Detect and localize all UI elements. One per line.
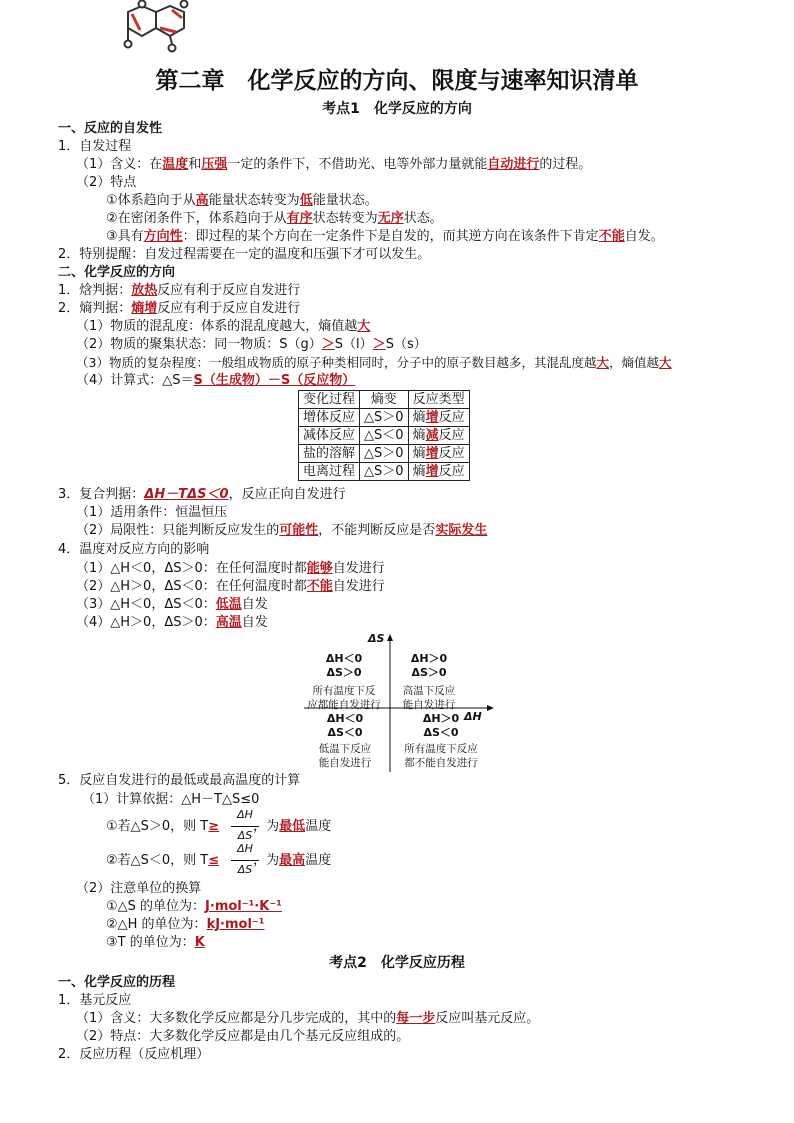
table-cell: △S＞0 [360, 445, 409, 463]
text: ②在密闭条件下，体系趋向于从 [106, 211, 287, 226]
quadrant-diagram [300, 630, 500, 772]
text-line: （2）注意单位的换算 [76, 881, 202, 896]
keyword: 压强 [201, 157, 228, 172]
fraction-denominator: ΔS [237, 863, 253, 876]
text: 1．焓判据： [58, 283, 132, 298]
text: 自发 [241, 597, 268, 612]
keyword: 低 [299, 193, 313, 208]
heading-reaction-mechanism: 一、化学反应的历程 [58, 975, 176, 990]
keyword: 大 [596, 355, 609, 370]
text-line [76, 354, 672, 372]
keyword: 温度 [162, 157, 189, 172]
text: ③具有 [106, 229, 144, 244]
text-line [58, 300, 300, 318]
text: 一定的条件下，不借助光、电等外部力量就能 [227, 157, 488, 172]
text-line: （2）特点 [76, 175, 137, 190]
text-line [76, 560, 385, 578]
text-line: 2．反应历程（反应机理） [58, 1047, 210, 1062]
text-line: 1．自发过程 [58, 139, 132, 154]
text: （3）物质的复杂程度：一般组成物质的原子种类相同时，分子中的原子数目越多，其混乱度越 [76, 355, 597, 370]
text: 熵 [412, 428, 426, 443]
keyword: 熵增 [131, 301, 158, 316]
text: （1）含义：在 [76, 157, 163, 172]
keyword: ΔH－TΔS＜0 [144, 487, 229, 502]
text: 2．熵判据： [58, 301, 132, 316]
keyword: 增 [425, 410, 439, 425]
text-line [106, 916, 264, 934]
fraction-numerator: ΔH [237, 842, 253, 855]
text: 反应 [438, 464, 465, 479]
table-row [299, 409, 470, 427]
fraction-bar [231, 826, 259, 827]
page-title: 第二章 化学反应的方向、限度与速率知识清单 [155, 68, 639, 94]
quadrant-text: 能自发进行 [402, 699, 456, 711]
keyword: 自动进行 [487, 157, 540, 172]
quadrant-text: ΔH＞0 [410, 652, 448, 665]
text: S（l） [334, 337, 373, 352]
text: 反应叫基元反应。 [435, 1011, 540, 1026]
keyword: 增 [425, 464, 439, 479]
quadrant-text: 都不能自发进行 [404, 757, 478, 769]
text: ②△H 的单位为： [106, 917, 207, 932]
text: 自发进行 [332, 561, 385, 576]
keyword: 大 [659, 355, 672, 370]
text-line [76, 522, 487, 540]
text: （4）计算式：△S＝ [76, 373, 194, 388]
entropy-table [298, 390, 470, 481]
text: 能量状态。 [312, 193, 378, 208]
text-line [106, 210, 443, 228]
quadrant-lower-left [310, 712, 380, 770]
keyword: kJ·mol⁻¹ [206, 917, 265, 932]
text: ①若△S＞0，则 T [106, 819, 209, 834]
text: ②若△S＜0，则 T [106, 853, 209, 868]
quadrant-text: ΔH＜0 [326, 712, 364, 725]
table-cell: △S＜0 [360, 427, 409, 445]
text: 熵 [412, 410, 426, 425]
keyword: 能够 [306, 561, 333, 576]
text: ，熵值越 [608, 355, 659, 370]
text: ，为 [253, 853, 280, 868]
text-line [76, 156, 591, 174]
quadrant-text: ΔS＜0 [327, 726, 363, 739]
text-line [106, 898, 282, 916]
text: （2）局限性：只能判断反应发生的 [76, 523, 280, 538]
text: 自发进行 [332, 579, 385, 594]
fraction-bar [231, 860, 259, 861]
text-line [76, 336, 427, 354]
quadrant-text: ΔH＜0 [325, 652, 363, 665]
text: （3）△H＜0，ΔS＜0： [76, 597, 216, 612]
quadrant-text: 能自发进行 [318, 757, 372, 769]
quadrant-lower-right [394, 712, 488, 770]
table-cell: 减体反应 [299, 427, 360, 445]
text: （1）含义：大多数化学反应都是分几步完成的，其中的 [76, 1011, 397, 1026]
table-row [299, 463, 470, 481]
text: （2）△H＞0，ΔS＜0：在任何温度时都 [76, 579, 307, 594]
keyword: 无序 [377, 211, 404, 226]
keyword: ≤ [208, 853, 220, 868]
text: ①△S 的单位为： [106, 899, 206, 914]
text: （1）△H＜0，ΔS＞0：在任何温度时都 [76, 561, 307, 576]
quadrant-text: 所有温度下反应 [404, 743, 478, 755]
text: 状态。 [403, 211, 443, 226]
quadrant-text: ΔH＞0 [422, 712, 460, 725]
keyword: 实际发生 [435, 523, 488, 538]
text: （4）△H＞0，ΔS＞0： [76, 615, 216, 630]
keyword: 低温 [215, 597, 242, 612]
table-cell [408, 463, 469, 481]
keyword: 大 [357, 319, 371, 334]
text-line: （2）特点：大多数化学反应都是由几个基元反应组成的。 [76, 1029, 410, 1044]
text: 反应有利于反应自发进行 [157, 301, 301, 316]
quadrant-upper-right [394, 652, 464, 712]
heading-spontaneity: 一、反应的自发性 [58, 121, 163, 136]
keyword: 最高 [279, 853, 306, 868]
keyword: 可能性 [279, 523, 319, 538]
text: 反应 [438, 410, 465, 425]
keyword: ＞ [372, 337, 386, 352]
text: 温度 [305, 853, 332, 868]
table-header: 变化过程 [299, 391, 360, 409]
text: ，为 [253, 819, 280, 834]
keyword: 不能 [306, 579, 333, 594]
keyword: 方向性 [143, 229, 183, 244]
text-line: 5．反应自发进行的最低或最高温度的计算 [58, 773, 301, 788]
text: 反应 [438, 446, 465, 461]
text: 状态转变为 [312, 211, 378, 226]
section-heading-kaodian2: 考点2 化学反应历程 [329, 955, 465, 971]
keyword: 不能 [598, 229, 625, 244]
keyword: J·mol⁻¹·K⁻¹ [205, 899, 282, 914]
keyword: K [194, 935, 205, 950]
quadrant-upper-left [302, 652, 386, 712]
text-line [58, 282, 300, 300]
fraction-numerator: ΔH [237, 808, 253, 821]
text: （2）物质的聚集状态：同一物质：S（g） [76, 337, 322, 352]
text-line [76, 614, 268, 632]
table-cell: △S＞0 [360, 409, 409, 427]
text: 自发 [241, 615, 268, 630]
fraction-denominator: ΔS [237, 829, 253, 842]
quadrant-text: ΔS＜0 [423, 726, 459, 739]
quadrant-text: 应都能自发进行 [307, 699, 381, 711]
keyword: ＞ [321, 337, 335, 352]
text: 的过程。 [539, 157, 592, 172]
text: 能量状态转变为 [208, 193, 300, 208]
quadrant-text: 高温下反应 [402, 685, 456, 697]
table-cell: △S＞0 [360, 463, 409, 481]
table-row [299, 427, 470, 445]
text: 和 [188, 157, 202, 172]
text-line [76, 318, 370, 336]
keyword: 高温 [215, 615, 242, 630]
text: 熵 [412, 464, 426, 479]
table-cell [408, 427, 469, 445]
text: 3．复合判据： [58, 487, 145, 502]
section-heading-kaodian1: 考点1 化学反应的方向 [322, 101, 472, 117]
text-line: （1）适用条件：恒温恒压 [76, 505, 228, 520]
table-header: 熵变 [360, 391, 409, 409]
text-line: 2．特别提醒：自发过程需要在一定的温度和压强下才可以发生。 [58, 247, 431, 262]
text: 反应 [438, 428, 465, 443]
table-cell: 盐的溶解 [299, 445, 360, 463]
x-axis-label: ΔH [464, 710, 482, 723]
keyword: 有序 [286, 211, 313, 226]
text: 反应有利于反应自发进行 [157, 283, 301, 298]
table-cell: 电离过程 [299, 463, 360, 481]
text: S（s） [385, 337, 427, 352]
table-row [299, 445, 470, 463]
quadrant-text: 低温下反应 [318, 743, 372, 755]
text-line [76, 1010, 539, 1028]
text-line [106, 934, 205, 952]
table-header: 反应类型 [408, 391, 469, 409]
keyword: ≥ [208, 819, 220, 834]
text-line: （1）计算依据：△H－T△S≤0 [82, 792, 260, 807]
table-header-row [299, 391, 470, 409]
heading-direction: 二、化学反应的方向 [58, 265, 176, 280]
text-line [106, 818, 331, 836]
table-cell [408, 445, 469, 463]
text-line [58, 486, 346, 504]
naphthalene-logo [120, 0, 200, 56]
text: 自发。 [624, 229, 664, 244]
text: （1）物质的混乱度：体系的混乱度越大，熵值越 [76, 319, 358, 334]
text: ①体系趋向于从 [106, 193, 196, 208]
keyword: 减 [425, 428, 439, 443]
quadrant-text: ΔS＞0 [326, 666, 362, 679]
table-cell: 增体反应 [299, 409, 360, 427]
text: 温度 [305, 819, 332, 834]
text-line [106, 228, 664, 246]
table-cell [408, 409, 469, 427]
text: ，反应正向自发进行 [228, 487, 346, 502]
keyword: 放热 [131, 283, 158, 298]
text-line: 1．基元反应 [58, 993, 132, 1008]
keyword: 高 [195, 193, 209, 208]
text-line [76, 596, 268, 614]
text: ，不能判断反应是否 [318, 523, 436, 538]
text-line [106, 852, 331, 870]
text: ：即过程的某个方向在一定条件下是自发的，而其逆方向在该条件下肯定 [182, 229, 599, 244]
keyword: S（生成物）－S（反应物） [193, 373, 356, 388]
text-line [76, 578, 385, 596]
text-line [76, 372, 355, 390]
text: ③T 的单位为： [106, 935, 195, 950]
keyword: 最低 [279, 819, 306, 834]
text-line [106, 192, 378, 210]
text-line: 4．温度对反应方向的影响 [58, 542, 210, 557]
keyword: 每一步 [396, 1011, 436, 1026]
keyword: 增 [425, 446, 439, 461]
quadrant-text: ΔS＞0 [411, 666, 447, 679]
text: 熵 [412, 446, 426, 461]
quadrant-text: 所有温度下反 [312, 685, 376, 697]
y-axis-label: ΔS [368, 632, 385, 645]
